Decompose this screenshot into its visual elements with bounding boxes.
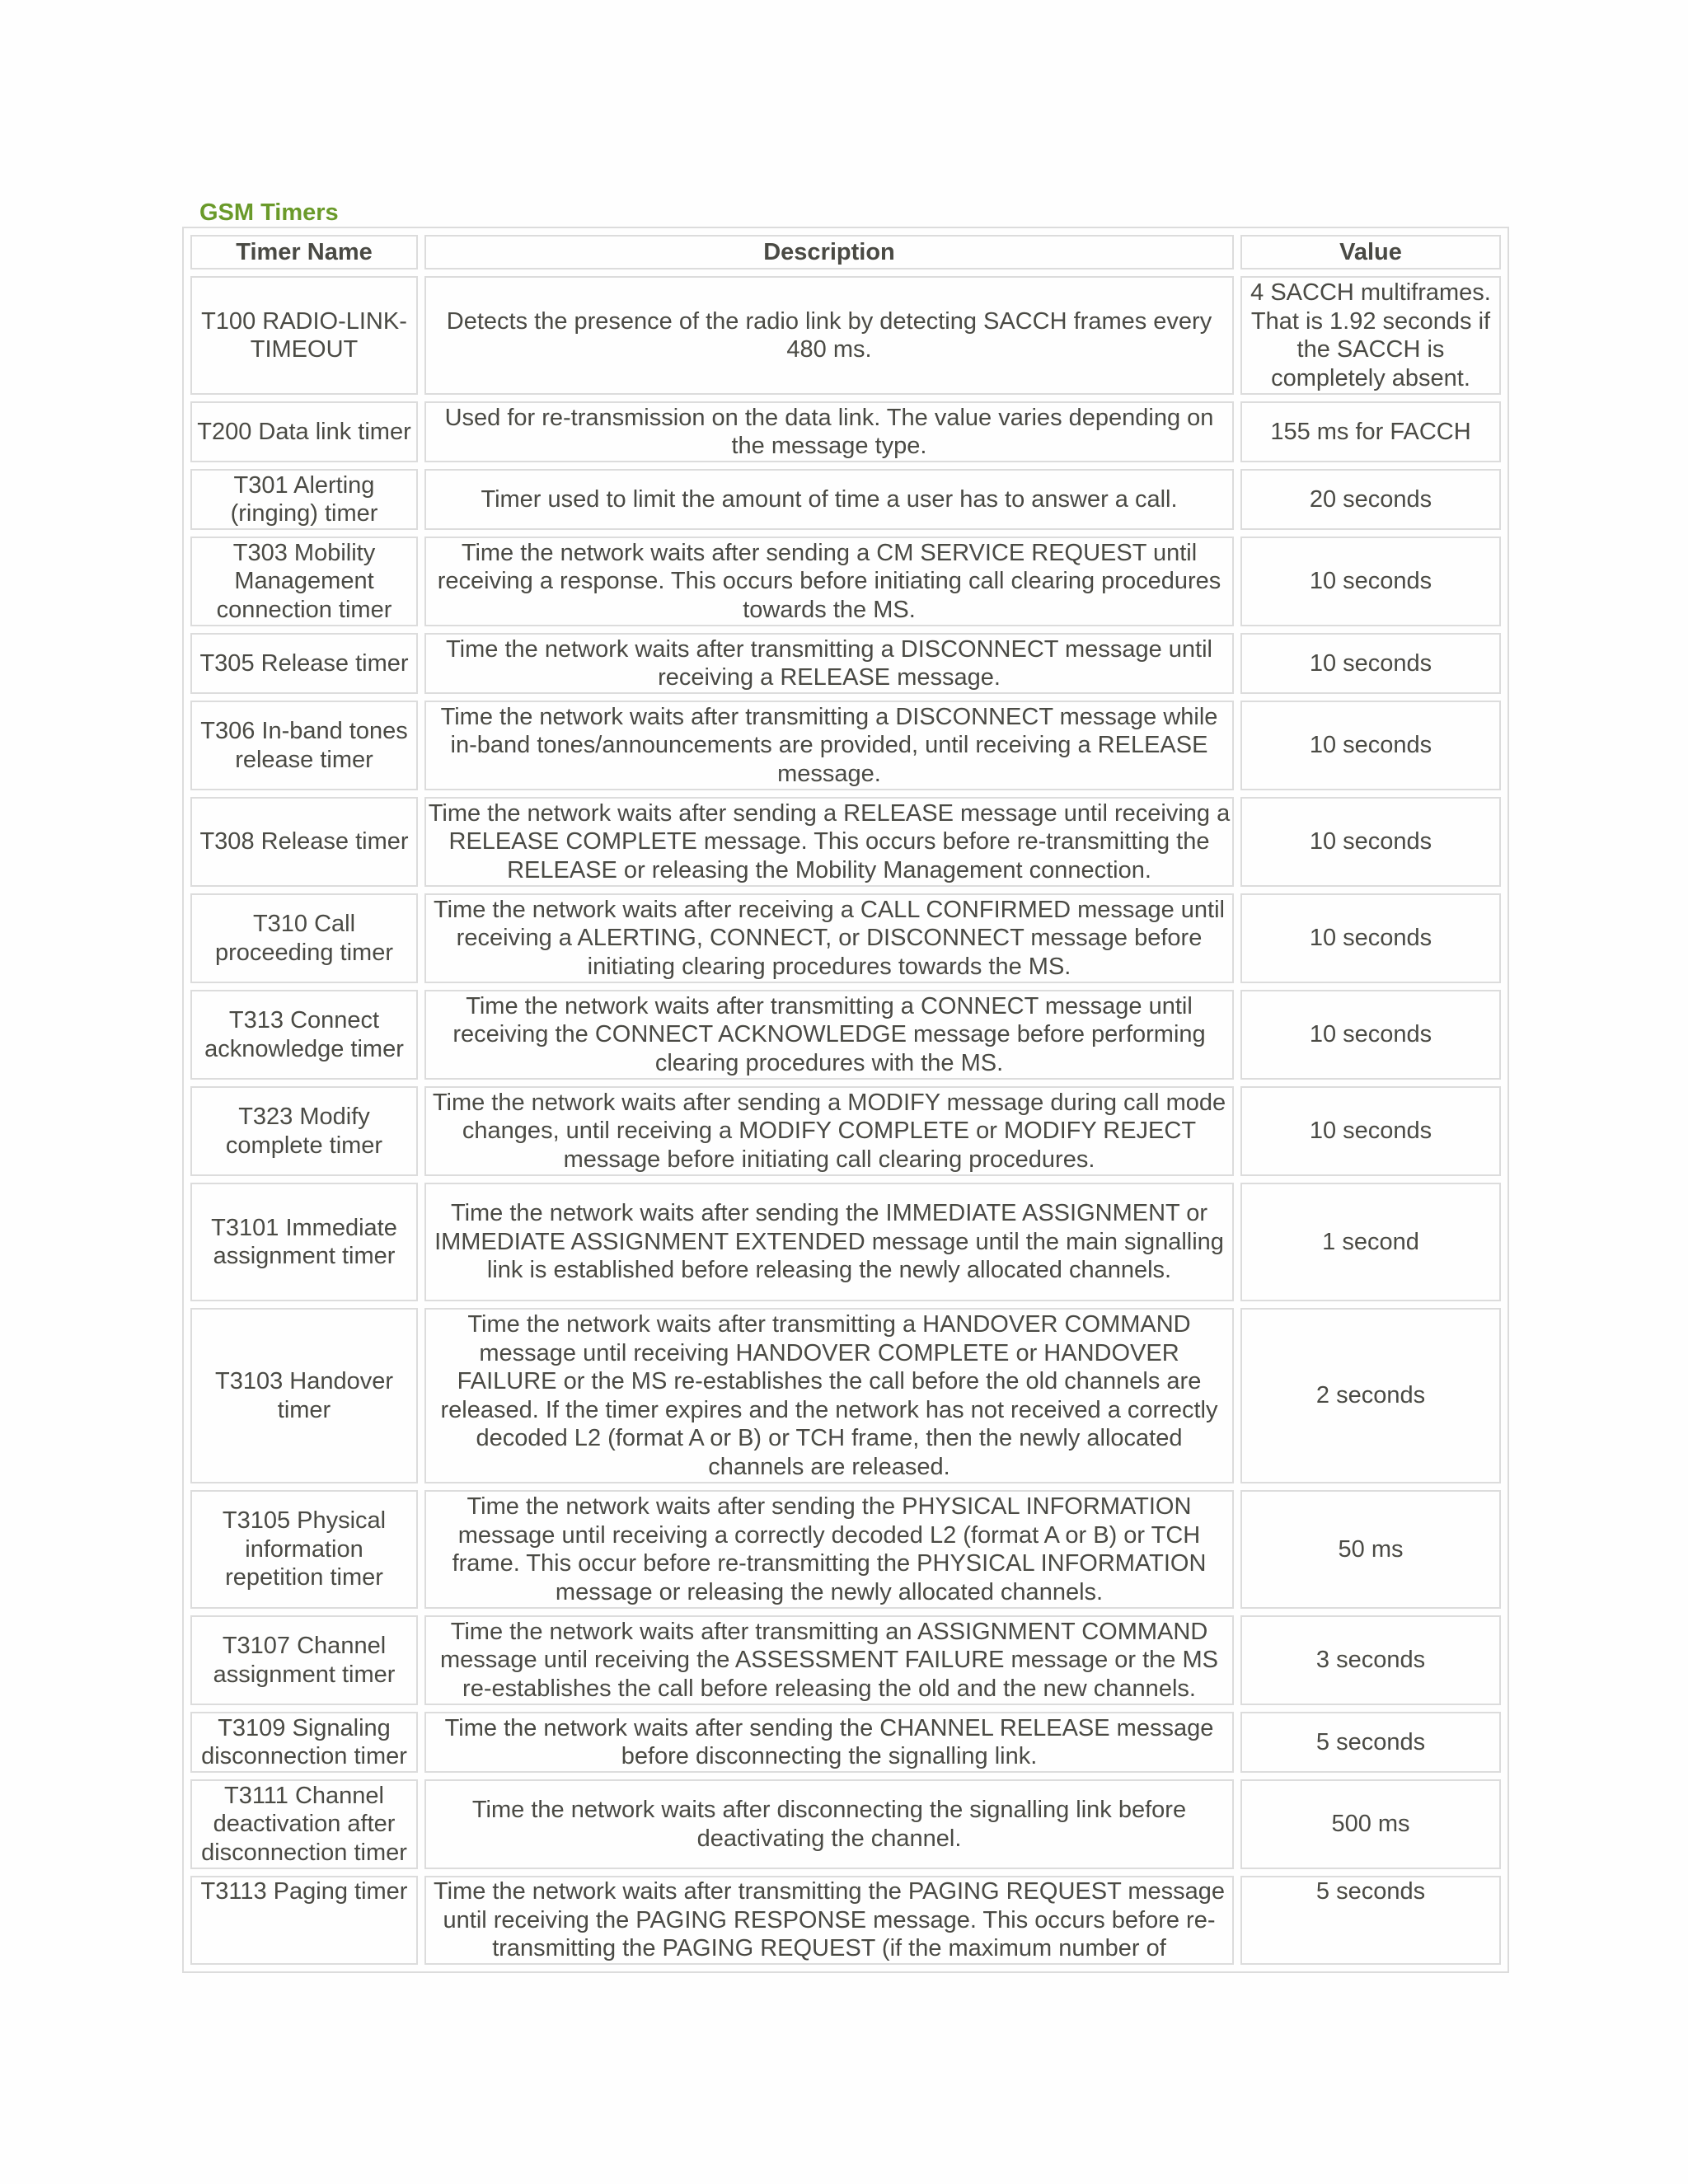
table-row xyxy=(190,701,1501,790)
timer-value-cell: 50 ms xyxy=(1240,1490,1501,1609)
timer-name-cell: T3105 Physical information repetition timer xyxy=(190,1490,418,1609)
timer-value-cell: 10 seconds xyxy=(1240,990,1501,1080)
timer-description-cell: Time the network waits after sending the CHANNEL RELEASE message before disconnecting the signalling link. xyxy=(424,1712,1234,1773)
table-row xyxy=(190,990,1501,1080)
timer-name-cell: T200 Data link timer xyxy=(190,401,418,462)
timer-name-cell: T3101 Immediate assignment timer xyxy=(190,1183,418,1301)
table-row xyxy=(190,1490,1501,1609)
timer-name-cell: T323 Modify complete timer xyxy=(190,1086,418,1176)
column-header-value: Value xyxy=(1240,235,1501,269)
table-row xyxy=(190,797,1501,887)
gsm-timers-table xyxy=(182,227,1509,1973)
timer-name-cell: T308 Release timer xyxy=(190,797,418,887)
timer-value-cell: 10 seconds xyxy=(1240,893,1501,983)
timer-value-cell: 10 seconds xyxy=(1240,701,1501,790)
timer-description-cell: Time the network waits after sending the IMMEDIATE ASSIGNMENT or IMMEDIATE ASSIGNMENT EXTENDED message until the main signalling link is established before releasing the newly allocated channels. xyxy=(424,1183,1234,1301)
timer-description-cell: Time the network waits after transmitting an ASSIGNMENT COMMAND message until receiving the ASSESSMENT FAILURE message or the MS re-establishes the call before releasing the old and the new channels. xyxy=(424,1615,1234,1705)
table-row xyxy=(190,1779,1501,1869)
timer-value-cell: 155 ms for FACCH xyxy=(1240,401,1501,462)
table-header-row xyxy=(190,235,1501,269)
timer-value-cell: 10 seconds xyxy=(1240,797,1501,887)
timer-name-cell: T305 Release timer xyxy=(190,633,418,694)
timer-value-cell: 10 seconds xyxy=(1240,633,1501,694)
timer-name-cell: T3107 Channel assignment timer xyxy=(190,1615,418,1705)
timer-name-cell: T310 Call proceeding timer xyxy=(190,893,418,983)
table-row xyxy=(190,633,1501,694)
timer-description-cell: Time the network waits after sending a CM SERVICE REQUEST until receiving a response. This occurs before initiating call clearing procedures towards the MS. xyxy=(424,537,1234,626)
timer-name-cell: T3111 Channel deactivation after disconnection timer xyxy=(190,1779,418,1869)
table-row xyxy=(190,893,1501,983)
timer-description-cell: Timer used to limit the amount of time a user has to answer a call. xyxy=(424,469,1234,530)
timer-name-cell: T306 In-band tones release timer xyxy=(190,701,418,790)
column-header-description: Description xyxy=(424,235,1234,269)
timer-description-cell: Time the network waits after transmitting a CONNECT message until receiving the CONNECT ACKNOWLEDGE message before performing clearing procedures with the MS. xyxy=(424,990,1234,1080)
timer-value-cell: 2 seconds xyxy=(1240,1308,1501,1483)
timer-value-cell: 1 second xyxy=(1240,1183,1501,1301)
table-row xyxy=(190,469,1501,530)
timer-name-text: T3113 Paging timer xyxy=(200,1878,408,1905)
column-header-timer-name: Timer Name xyxy=(190,235,418,269)
timer-description-cell: Time the network waits after disconnecting the signalling link before deactivating the channel. xyxy=(424,1779,1234,1869)
timer-value-cell: 20 seconds xyxy=(1240,469,1501,530)
timer-description-text: Time the network waits after transmitting the PAGING REQUEST message until receiving the PAGING RESPONSE message. This occurs before re-transmitting the PAGING REQUEST (if the maximum number of xyxy=(433,1878,1226,1961)
timer-value-cell: 500 ms xyxy=(1240,1779,1501,1869)
table-row xyxy=(190,1183,1501,1301)
timer-description-cell: Time the network waits after sending the PHYSICAL INFORMATION message until receiving a correctly decoded L2 (format A or B) or TCH frame. This occur before re-transmitting the PHYSICAL INFORMATION message or releasing the newly allocated channels. xyxy=(424,1490,1234,1609)
timer-name-cell: T303 Mobility Management connection timer xyxy=(190,537,418,626)
timer-description-cell: Detects the presence of the radio link by detecting SACCH frames every 480 ms. xyxy=(424,276,1234,395)
table-row xyxy=(190,1876,1501,1965)
timer-name-cell: T313 Connect acknowledge timer xyxy=(190,990,418,1080)
timer-description-cell: Time the network waits after receiving a CALL CONFIRMED message until receiving a ALERTING, CONNECT, or DISCONNECT message before initiating clearing procedures towards the MS. xyxy=(424,893,1234,983)
timer-name-cell: T100 RADIO-LINK-TIMEOUT xyxy=(190,276,418,395)
timer-value-cell: 5 seconds xyxy=(1240,1712,1501,1773)
timer-description-cell: Time the network waits after transmitting a DISCONNECT message while in-band tones/announcements are provided, until receiving a RELEASE message. xyxy=(424,701,1234,790)
timer-description-cell: Time the network waits after transmitting a HANDOVER COMMAND message until receiving HANDOVER COMPLETE or HANDOVER FAILURE or the MS re-establishes the call before the old channels are released. If the timer expires and the network has not received a correctly decoded L2 (format A or B) or TCH frame, then the newly allocated channels are released. xyxy=(424,1308,1234,1483)
table-row xyxy=(190,1308,1501,1483)
table-row xyxy=(190,1615,1501,1705)
timer-name-cell: T3109 Signaling disconnection timer xyxy=(190,1712,418,1773)
timer-value-cell: 10 seconds xyxy=(1240,537,1501,626)
timer-value-cell: 10 seconds xyxy=(1240,1086,1501,1176)
table-row xyxy=(190,537,1501,626)
timer-description-cell: Time the network waits after sending a MODIFY message during call mode changes, until receiving a MODIFY COMPLETE or MODIFY REJECT message before initiating call clearing procedures. xyxy=(424,1086,1234,1176)
timer-value-cell: 3 seconds xyxy=(1240,1615,1501,1705)
timer-value-cell xyxy=(1240,1876,1501,1965)
timer-name-cell xyxy=(190,1876,418,1965)
page-title: GSM Timers xyxy=(199,199,339,226)
table-row xyxy=(190,276,1501,395)
table-row xyxy=(190,401,1501,462)
timer-name-cell: T3103 Handover timer xyxy=(190,1308,418,1483)
table-row xyxy=(190,1086,1501,1176)
timer-name-cell: T301 Alerting (ringing) timer xyxy=(190,469,418,530)
timer-description-cell: Time the network waits after sending a RELEASE message until receiving a RELEASE COMPLETE message. This occurs before re-transmitting the RELEASE or releasing the Mobility Management connection. xyxy=(424,797,1234,887)
timer-description-cell xyxy=(424,1876,1234,1965)
timer-value-cell: 4 SACCH multiframes. That is 1.92 seconds if the SACCH is completely absent. xyxy=(1240,276,1501,395)
table-row xyxy=(190,1712,1501,1773)
timer-description-cell: Used for re-transmission on the data link. The value varies depending on the message type. xyxy=(424,401,1234,462)
timer-value-text: 5 seconds xyxy=(1315,1878,1426,1905)
timer-description-cell: Time the network waits after transmitting a DISCONNECT message until receiving a RELEASE message. xyxy=(424,633,1234,694)
